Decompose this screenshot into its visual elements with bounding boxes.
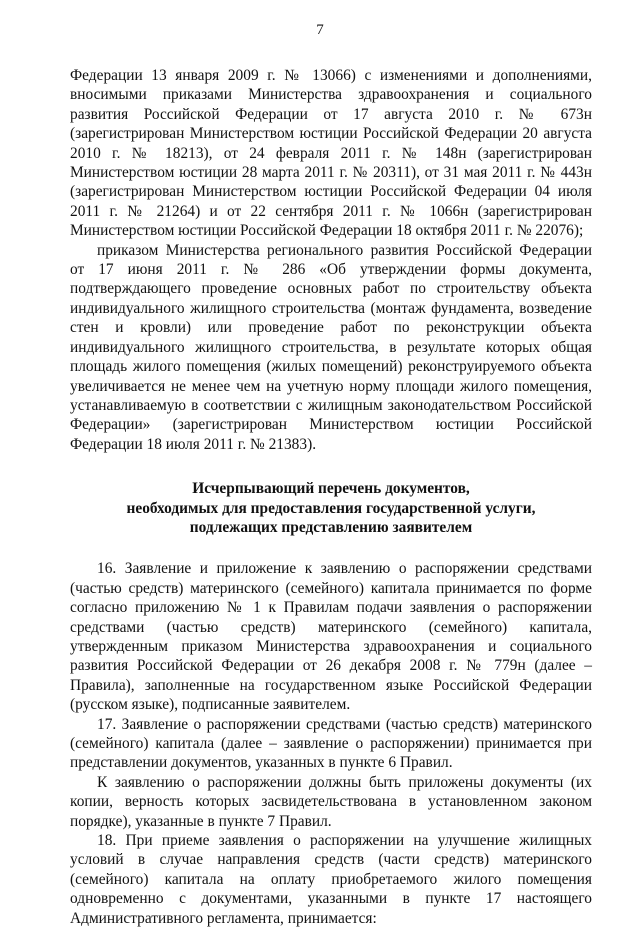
paragraph-continuation: Федерации 13 января 2009 г. № 13066) с изменениями и дополнениями, вносимыми приказами Министерства здравоохранения и социального развития Российской Федерации от 17 августа 2010 г. № 673н (зарегистрирован Министерством юстиции Российской Федерации 20 августа 2010 г. № 18213), от 24 февраля 2011 г. № 148н (зарегистрирован Министерством юстиции 28 марта 2011 г. № 20311), от 31 мая 2011 г. № 443н (зарегистрирован Министерством юстиции Российской Федерации 04 июля 2011 г. № 21264) и от 22 сентября 2011 г. № 1066н (зарегистрирован Министерством юстиции Российской Федерации 18 октября 2011 г. № 22076); [70,67,592,240]
section-heading-line: необходимых для предоставления государственной услуги, [126,499,536,517]
paragraph-attachments: К заявлению о распоряжении должны быть приложены документы (их копии, верность которых засвидетельствована в установленном законом порядке), указанные в пункте 7 Правил. [70,773,592,830]
section-heading [70,479,592,537]
paragraph-item-18: 18. При приеме заявления о распоряжении на улучшение жилищных условий в случае направления средств (части средств) материнского (семейного) капитала на оплату приобретаемого жилого помещения одновременно с документами, указанными в пункте 17 настоящего Административного регламента, принимается: [70,832,592,927]
section-heading-line: подлежащих представлению заявителем [189,518,473,536]
section-heading-line: Исчерпывающий перечень документов, [192,480,470,498]
page-number: 7 [316,22,324,38]
paragraph-order-286: приказом Министерства регионального развития Российской Федерации от 17 июня 2011 г. № 286 «Об утверждении формы документа, подтверждающего проведение основных работ по строительству объекта индивидуального жилищного строительства (монтаж фундамента, возведение стен и кровли) или проведение работ по реконструкции объекта индивидуального жилищного строительства, в результате которых общая площадь жилого помещения (жилых помещений) реконструируемого объекта увеличивается не менее чем на учетную норму площади жилого помещения, устанавливаемую в соответствии с жилищным законодательством Российской Федерации» (зарегистрирован Министерством юстиции Российской Федерации 18 июля 2011 г. № 21383). [70,241,592,453]
paragraph-item-17: 17. Заявление о распоряжении средствами (частью средств) материнского (семейного) капитала (далее – заявление о распоряжении) принимается при представлении документов, указанных в пункте 6 Правил. [70,715,592,772]
paragraph-item-16: 16. Заявление и приложение к заявлению о распоряжении средствами (частью средств) материнского (семейного) капитала принимается по форме согласно приложению № 1 к Правилам подачи заявления о распоряжении средствами (частью средств) материнского (семейного) капитала, утвержденным приказом Министерства здравоохранения и социального развития Российской Федерации от 26 декабря 2008 г. № 779н (далее – Правила), заполненные на государственном языке Российской Федерации (русском языке), подписанные заявителем. [70,560,592,714]
document-body [70,66,592,928]
